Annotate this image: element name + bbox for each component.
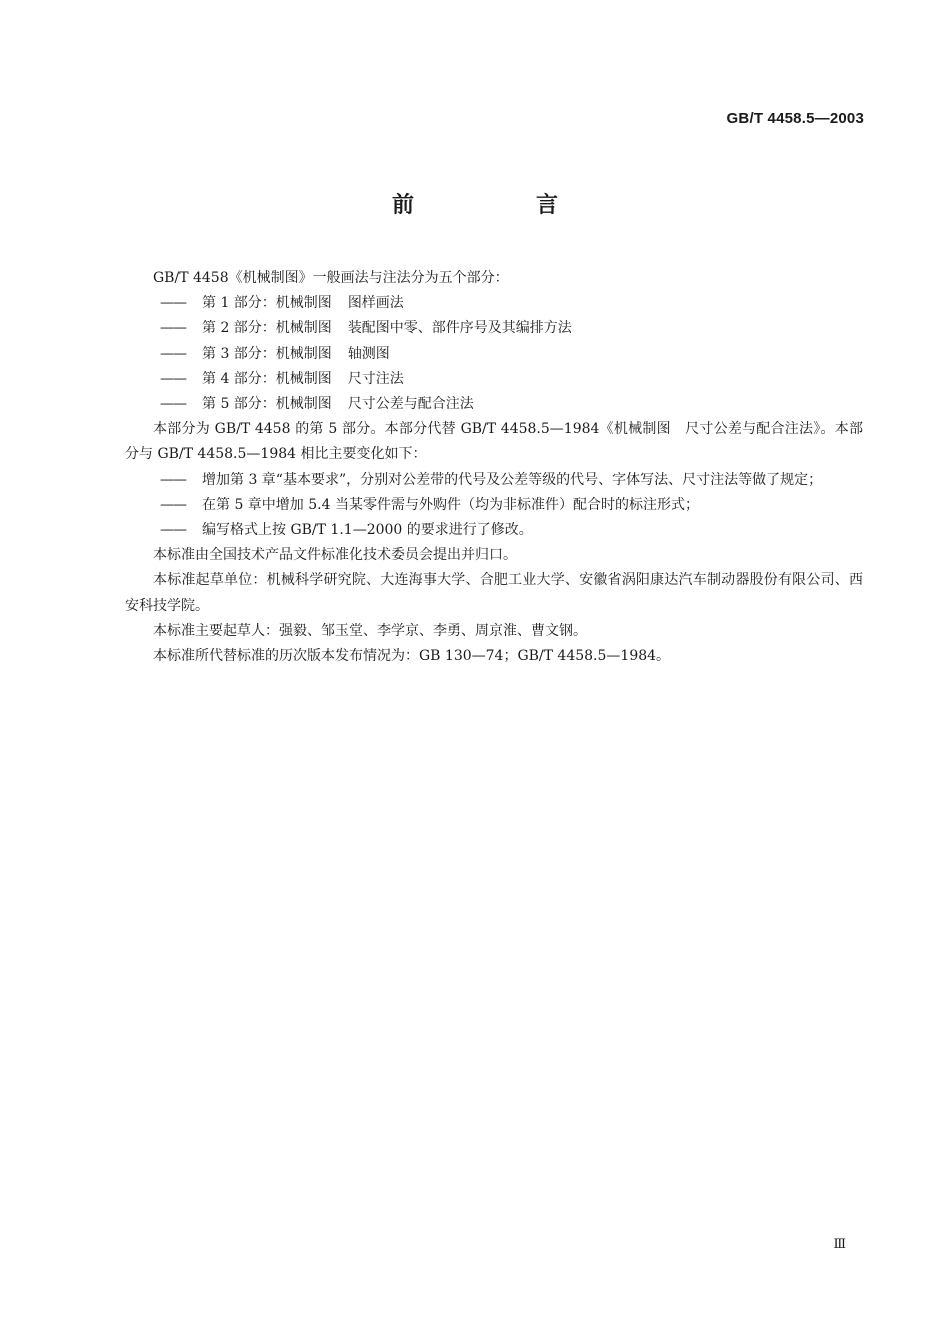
list-item (125, 518, 863, 543)
drafting-units-paragraph: 本标准起草单位：机械科学研究院、大连海事大学、合肥工业大学、安徽省涡阳康达汽车制动器股份有限公司、西安科技学院。 (125, 572, 863, 614)
change-text: 编写格式上按 GB/T 1.1—2000 的要求进行了修改。 (202, 522, 533, 539)
part-name: 装配图中零、部件序号及其编排方法 (347, 320, 572, 337)
dash-mark: —— (160, 396, 186, 413)
part-label: 第 2 部分：机械制图 (202, 320, 332, 337)
part-label: 第 1 部分：机械制图 (202, 295, 332, 312)
part-name: 轴测图 (347, 345, 390, 362)
dash-mark: —— (160, 496, 186, 513)
dash-mark: —— (160, 295, 186, 312)
replace-note-paragraph: 本部分为 GB/T 4458 的第 5 部分。本部分代替 GB/T 4458.5—1984《机械制图 尺寸公差与配合注法》。本部分与 GB/T 4458.5—1984 相比主要变化如下： (125, 421, 863, 463)
list-item (125, 291, 863, 316)
intro-paragraph: GB/T 4458《机械制图》一般画法与注法分为五个部分： (153, 270, 509, 286)
list-item (125, 316, 863, 341)
change-text: 增加第 3 章“基本要求”，分别对公差带的代号及公差等级的代号、字体写法、尺寸注法等做了规定； (202, 471, 823, 488)
drafters-paragraph: 本标准主要起草人：强毅、邹玉堂、李学京、李勇、周京淮、曹文钢。 (153, 622, 587, 639)
list-item (125, 468, 863, 493)
dash-mark: —— (160, 522, 186, 539)
dash-mark: —— (160, 345, 186, 362)
foreword-body (125, 266, 863, 669)
dash-mark: —— (160, 370, 186, 387)
list-item (125, 493, 863, 518)
part-label: 第 3 部分：机械制图 (202, 345, 332, 362)
committee-paragraph: 本标准由全国技术产品文件标准化技术委员会提出并归口。 (153, 547, 517, 564)
part-name: 尺寸公差与配合注法 (347, 396, 474, 413)
dash-mark: —— (160, 320, 186, 337)
list-item (125, 392, 863, 417)
list-item (125, 367, 863, 392)
parts-list (125, 291, 863, 417)
part-label: 第 4 部分：机械制图 (202, 370, 332, 387)
part-name: 图样画法 (347, 295, 404, 312)
change-text: 在第 5 章中增加 5.4 当某零件需与外购件（均为非标准件）配合时的标注形式； (202, 496, 699, 513)
page-title: 前 言 (391, 193, 608, 218)
part-label: 第 5 部分：机械制图 (202, 396, 332, 413)
history-paragraph: 本标准所代替标准的历次版本发布情况为：GB 130—74；GB/T 4458.5—1984。 (153, 648, 671, 665)
part-name: 尺寸注法 (347, 370, 404, 387)
changes-list (125, 468, 863, 544)
page-number: Ⅲ (833, 1237, 846, 1252)
list-item (125, 342, 863, 367)
standard-code: GB/T 4458.5—2003 (726, 110, 864, 127)
dash-mark: —— (160, 471, 186, 488)
